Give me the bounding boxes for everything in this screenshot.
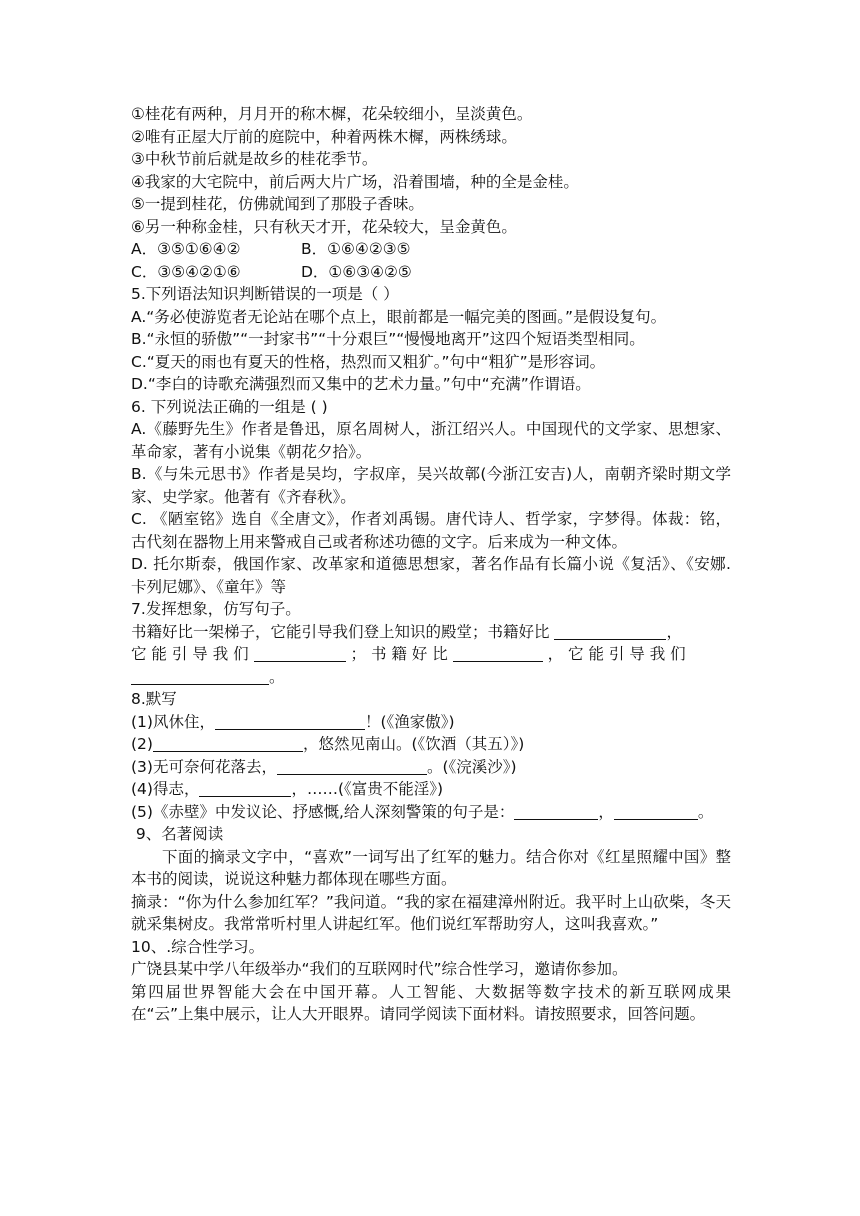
q7-line-1 (131, 621, 731, 644)
q4-item-6: ⑥另一种称金桂，只有秋天才开，花朵较大，呈金黄色。 (131, 217, 517, 236)
q6-option-d: D. 托尔斯泰，俄国作家、改革家和道德思想家，著名作品有长篇小说《复活》、《安娜.卡列尼娜》、《童年》等 (131, 555, 731, 596)
q4-options-row-2 (131, 261, 731, 284)
q7-comma: ， (666, 622, 682, 641)
q8-l5-prefix: (5)《赤壁》中发议论、抒感慨,给人深刻警策的句子是： (131, 802, 515, 821)
q6-option-a: A.《藤野先生》作者是鲁迅，原名周树人，浙江绍兴人。中国现代的文学家、思想家、革命家，著有小说集《朝花夕拾》。 (131, 420, 731, 461)
q7-line-2 (131, 643, 731, 666)
q4-option-b: B．①⑥④②③⑤ (301, 240, 411, 258)
q8-blank-6[interactable] (614, 803, 698, 820)
q8-l1-suffix: ！(《渔家傲》) (364, 712, 455, 731)
q7-stem: 7.发挥想象，仿写句子。 (131, 600, 301, 618)
q8-blank-5[interactable] (514, 803, 598, 820)
q8-l5-comma: ， (598, 802, 614, 821)
q5-option-c: C.“夏天的雨也有夏天的性格，热烈而又粗犷。”句中“粗犷”是形容词。 (131, 352, 606, 371)
q5-option-d: D.“李白的诗歌充满强烈而又集中的艺术力量。”句中“充满”作谓语。 (131, 375, 591, 393)
q10-line-2: 第四届世界智能大会在中国开幕。人工智能、大数据等数字技术的新互联网成果在“云”上集中展示，让人大开眼界。请同学阅读下面材料。请按照要求，回答问题。 (131, 982, 731, 1023)
q7-line-3 (131, 666, 731, 689)
q5-option-b: B.“永恒的骄傲”“一封家书”“十分艰巨”“慢慢地离开”这四个短语类型相同。 (131, 330, 645, 348)
q8-blank-2[interactable] (153, 735, 303, 752)
q8-line-4 (131, 778, 731, 801)
q8-l3-prefix: (3)无可奈何花落去， (131, 757, 277, 776)
q4-item-3: ③中秋节前后就是故乡的桂花季节。 (131, 150, 378, 168)
q6-stem: 6. 下列说法正确的一组是 ( ) (131, 397, 328, 416)
q9-stem: 9、名著阅读 (131, 825, 224, 843)
q7-sentence-c: ， 它 能 引 导 我 们 (547, 645, 686, 663)
q5-option-a: A.“务必使游览者无论站在哪个点上，眼前都是一幅完美的图画。”是假设复句。 (131, 307, 667, 326)
q8-l2-suffix: ，悠然见南山。(《饮酒（其五）》) (302, 735, 525, 753)
q7-blank-4[interactable] (131, 668, 269, 685)
q8-l4-suffix: ，……(《富贵不能淫》) (291, 780, 444, 798)
q9-excerpt: 摘录：“你为什么参加红军？”我问道。“我的家在福建漳州附近。我平时上山砍柴，冬天就采集树皮。我常常听村里人讲起红军。他们说红军帮助穷人，这叫我喜欢。” (131, 892, 731, 933)
q8-l3-suffix: 。(《浣溪沙》) (426, 757, 517, 776)
q7-sentence-b: 它 能 引 导 我 们 (131, 645, 249, 663)
q4-item-2: ②唯有正屋大厅前的庭院中，种着两株木樨，两株绣球。 (131, 127, 517, 146)
q7-period: 。 (269, 667, 285, 686)
q7-blank-3[interactable] (453, 645, 543, 662)
q8-line-3 (131, 756, 731, 779)
q4-option-c: C．③⑤④②①⑥ (131, 262, 241, 281)
q7-blank-1[interactable] (554, 623, 666, 640)
q8-blank-4[interactable] (199, 780, 291, 797)
q7-blank-2[interactable] (254, 645, 346, 662)
q8-line-2 (131, 733, 731, 756)
q6-option-c: C. 《陋室铭》选自《全唐文》，作者刘禹锡。唐代诗人、哲学家，字梦得。体裁：铭，古代刻在器物上用来警戒自己或者称述功德的文字。后来成为一种文体。 (131, 510, 731, 551)
q8-l5-period: 。 (697, 802, 714, 821)
q5-stem: 5.下列语法知识判断错误的一项是（ ） (131, 285, 399, 303)
q8-l2-prefix: (2) (131, 735, 153, 753)
q8-stem: 8.默写 (131, 690, 177, 708)
q4-item-4: ④我家的大宅院中，前后两大片广场，沿着围墙，种的全是金桂。 (131, 172, 579, 191)
q8-l1-prefix: (1)风休住， (131, 712, 215, 731)
q8-line-5 (131, 801, 731, 824)
q7-semicolon: ； 书 籍 好 比 (350, 645, 448, 663)
q8-blank-1[interactable] (215, 713, 365, 730)
q9-body: 下面的摘录文字中，“喜欢”一词写出了红军的魅力。结合你对《红星照耀中国》整本书的阅读，说说这种魅力都体现在哪些方面。 (131, 847, 731, 888)
exam-content (131, 103, 731, 1026)
q4-item-5: ⑤一提到桂花，仿佛就闻到了那股子香味。 (131, 195, 424, 213)
q10-stem: 10、.综合性学习。 (131, 937, 265, 956)
q6-option-b: B.《与朱元思书》作者是吴均，字叔庠，吴兴故鄣(今浙江安吉)人，南朝齐梁时期文学家、史学家。他著有《齐春秋》。 (131, 465, 731, 506)
q7-sentence-a: 书籍好比一架梯子，它能引导我们登上知识的殿堂；书籍好比 (131, 622, 550, 641)
q4-item-1: ①桂花有两种，月月开的称木樨，花朵较细小，呈淡黄色。 (131, 105, 533, 123)
q8-line-1 (131, 711, 731, 734)
q4-option-a: A．③⑤①⑥④② (131, 240, 241, 258)
q8-blank-3[interactable] (277, 758, 427, 775)
q10-line-1: 广饶县某中学八年级举办“我们的互联网时代”综合性学习，邀请你参加。 (131, 960, 628, 978)
q4-option-d: D．①⑥③④②⑤ (301, 262, 412, 281)
q4-options-row-1 (131, 238, 731, 261)
q8-l4-prefix: (4)得志， (131, 780, 200, 798)
